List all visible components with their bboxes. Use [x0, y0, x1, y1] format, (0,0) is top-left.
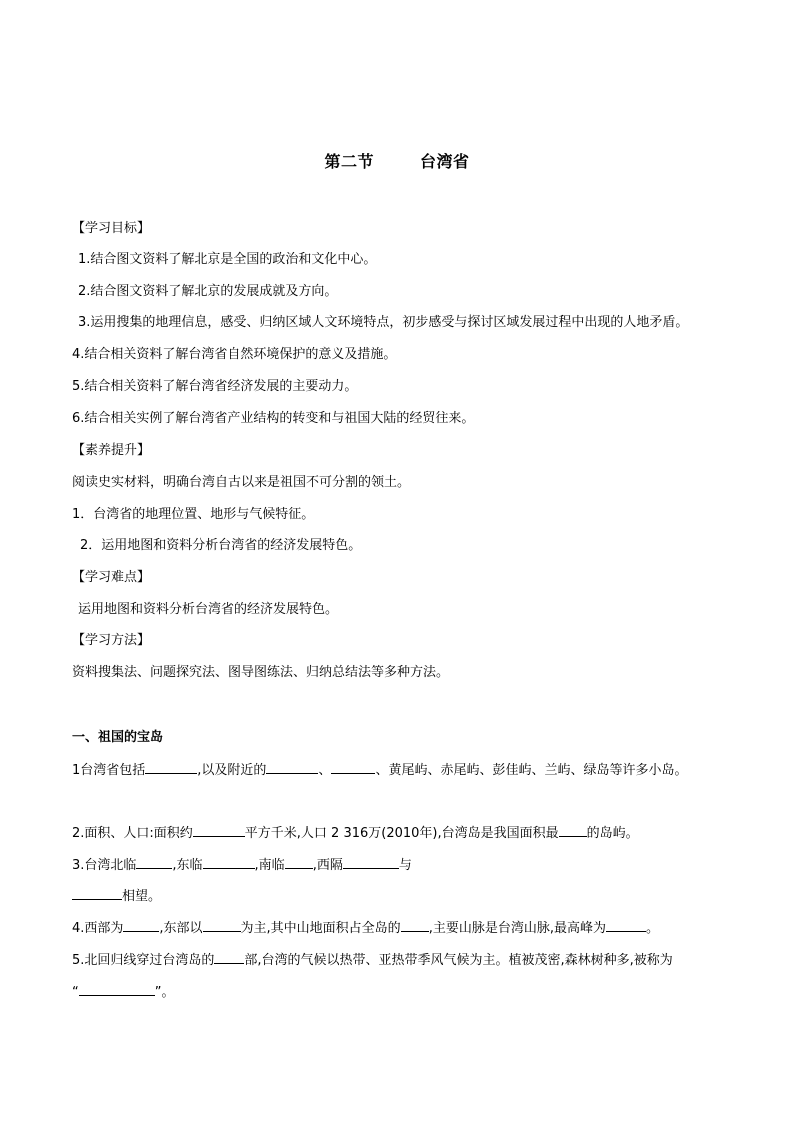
question-3-cont: 相望。 — [72, 886, 161, 906]
literacy-item: 1．台湾省的地理位置、地形与气候特征。 — [72, 507, 315, 522]
answer-blank[interactable] — [193, 823, 245, 837]
answer-blank[interactable] — [203, 855, 255, 869]
question-4: 4.西部为 ,东部以 为主,其中山地面积占全岛的 ,主要山脉是台湾山脉,最高峰为 。 — [72, 918, 659, 938]
method-text: 资料搜集法、问题探究法、图导图练法、归纳总结法等多种方法。 — [72, 665, 450, 680]
answer-blank[interactable] — [72, 886, 122, 900]
difficulty-heading: 【学习难点】 — [72, 570, 151, 585]
question-5: 5.北回归线穿过台湾岛的 部,台湾的气候以热带、亚热带季风气候为主。植被茂密,森林树种多,被称为 — [72, 950, 673, 970]
literacy-item: 2．运用地图和资料分析台湾省的经济发展特色。 — [80, 538, 362, 553]
goal-item: 5.结合相关资料了解台湾省经济发展的主要动力。 — [72, 379, 358, 394]
question-2: 2.面积、人口:面积约 平方千米,人口 2 316万(2010年),台湾岛是我国面积最 的岛屿。 — [72, 823, 639, 843]
answer-blank[interactable] — [214, 950, 244, 964]
answer-blank[interactable] — [203, 918, 241, 932]
section-heading: 一、祖国的宝岛 — [72, 730, 164, 745]
title-section: 第二节 — [324, 152, 374, 171]
answer-blank[interactable] — [343, 855, 399, 869]
difficulty-text: 运用地图和资料分析台湾省的经济发展特色。 — [78, 602, 339, 617]
goal-item: 2.结合图文资料了解北京的发展成就及方向。 — [78, 284, 338, 299]
answer-blank[interactable] — [606, 918, 646, 932]
page-title — [0, 149, 794, 172]
answer-blank[interactable] — [136, 855, 172, 869]
method-heading: 【学习方法】 — [72, 633, 151, 648]
goal-item: 3.运用搜集的地理信息，感受、归纳区域人文环境特点，初步感受与探讨区域发展过程中出现的人地矛盾。 — [78, 315, 689, 330]
goal-item: 6.结合相关实例了解台湾省产业结构的转变和与祖国大陆的经贸往来。 — [72, 411, 475, 426]
literacy-intro: 阅读史实材料，明确台湾自古以来是祖国不可分割的领土。 — [72, 475, 411, 490]
goal-item: 1.结合图文资料了解北京是全国的政治和文化中心。 — [78, 252, 377, 267]
goals-heading: 【学习目标】 — [72, 221, 151, 236]
question-5-cont: “ ”。 — [72, 982, 175, 1002]
answer-blank[interactable] — [79, 982, 155, 996]
answer-blank[interactable] — [123, 918, 159, 932]
question-1: 1台湾省包括 ,以及附近的 、 、黄尾屿、赤尾屿、彭佳屿、兰屿、绿岛等许多小岛。 — [72, 760, 687, 780]
answer-blank[interactable] — [331, 760, 375, 774]
answer-blank[interactable] — [401, 918, 429, 932]
question-3: 3.台湾北临 ,东临 ,南临 ,西隔 与 — [72, 855, 412, 875]
answer-blank[interactable] — [145, 760, 197, 774]
answer-blank[interactable] — [559, 823, 587, 837]
answer-blank[interactable] — [285, 855, 313, 869]
goal-item: 4.结合相关资料了解台湾省自然环境保护的意义及措施。 — [72, 347, 397, 362]
title-topic: 台湾省 — [420, 152, 470, 171]
answer-blank[interactable] — [266, 760, 318, 774]
literacy-heading: 【素养提升】 — [72, 443, 151, 458]
